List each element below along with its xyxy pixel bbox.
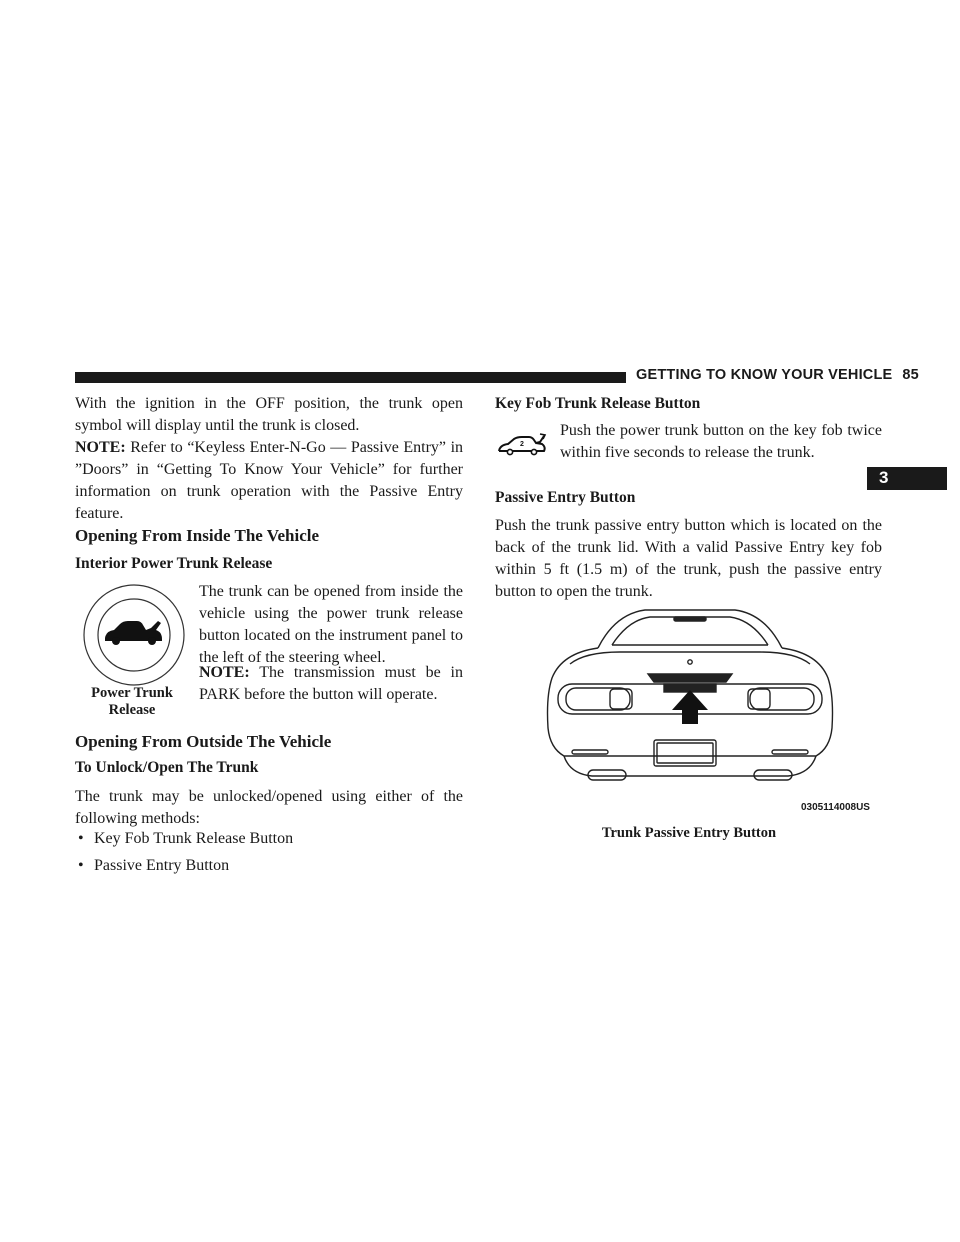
note-label: NOTE: [75,439,126,456]
subheading-passive: Passive Entry Button [495,489,636,506]
methods-paragraph: The trunk may be unlocked/opened using either of the following methods: [75,788,463,827]
note-paragraph [75,437,463,525]
interior-paragraph: The trunk can be opened from inside the vehicle using the power trunk release button located on the instrument panel to the left of the steering wheel. [199,583,463,666]
heading-outside: Opening From Outside The Vehicle [75,732,332,751]
key-fob-trunk-icon [496,429,548,463]
list-item: • Key Fob Trunk Release Button [78,830,294,847]
svg-text:2: 2 [520,441,524,448]
note2-paragraph [199,662,463,706]
note-text: Refer to “Keyless Enter-N-Go — Passive Entry” in ”Doors” in “Getting To Know Your Vehicle” for further information on trunk operation with the Passive Entry feature. [75,439,464,522]
intro-paragraph: With the ignition in the OFF position, the trunk open symbol will display until the trunk is closed. [75,395,463,434]
car-trunk-open-icon [82,583,186,687]
car-rear-illustration [540,598,840,788]
list-item: • Passive Entry Button [78,857,230,874]
note2-text: The transmission must be in PARK before the button will operate. [199,664,463,703]
note2-label: NOTE: [199,664,250,681]
caption-line-1: Power Trunk [91,685,173,701]
list-item-text: Passive Entry Button [94,857,230,874]
subheading-keyfob: Key Fob Trunk Release Button [495,395,701,412]
list-item-text: Key Fob Trunk Release Button [94,830,294,847]
section-title: GETTING TO KNOW YOUR VEHICLE [636,367,893,383]
heading-inside: Opening From Inside The Vehicle [75,526,320,545]
page-number: 85 [902,367,919,383]
subheading-interior: Interior Power Trunk Release [75,555,273,572]
caption-line-2: Release [108,702,156,718]
chapter-number: 3 [879,468,889,487]
figure-code: 0305114008US [801,802,870,813]
subheading-unlock: To Unlock/Open The Trunk [75,759,259,776]
chapter-tab [867,467,947,490]
arrow-up-icon [672,690,708,724]
passive-paragraph: Push the trunk passive entry button which is located on the back of the trunk lid. With a valid Passive Entry key fob within 5 ft (1.5 m) of the trunk, push the passive entry button to open the trunk. [495,517,882,600]
button-caption [80,685,184,719]
header-rule [75,372,626,383]
running-header [636,367,919,383]
figure-caption: Trunk Passive Entry Button [601,825,777,841]
keyfob-paragraph: Push the power trunk button on the key fob twice within five seconds to release the trunk. [560,422,882,461]
